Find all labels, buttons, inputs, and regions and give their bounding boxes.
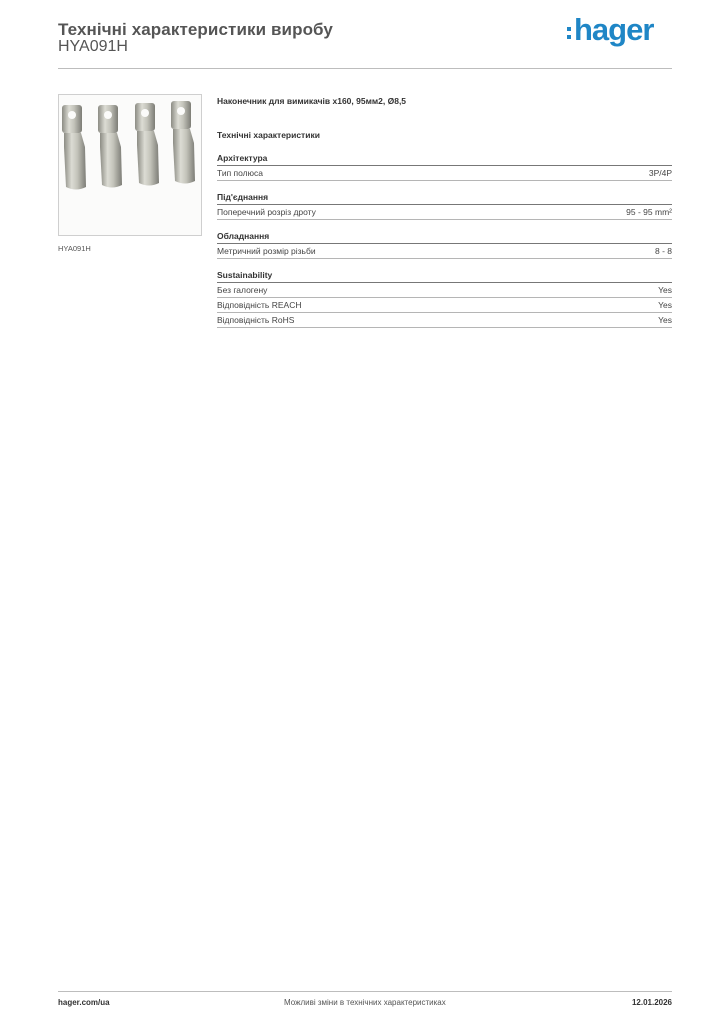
- product-name: Наконечник для вимикачів x160, 95мм2, Ø8,5: [217, 96, 407, 106]
- spec-value: 95 - 95 mm²: [626, 207, 672, 217]
- spec-row: [217, 283, 672, 298]
- image-caption: HYA091H: [58, 244, 91, 253]
- group-title: Під'єднання: [217, 192, 672, 205]
- spec-label: Відповідність REACH: [217, 300, 302, 310]
- spec-label: Метричний розмір різьби: [217, 246, 316, 256]
- footer-website-link[interactable]: hager.com/ua: [58, 998, 110, 1007]
- spec-group-architecture: [217, 153, 672, 181]
- spec-label: Відповідність RoHS: [217, 315, 295, 325]
- lug-1: [62, 105, 86, 190]
- page-title: Технічні характеристики виробу: [58, 20, 333, 39]
- spec-value: 3P/4P: [648, 168, 672, 178]
- spec-label: Тип полюса: [217, 168, 263, 178]
- lug-2: [98, 105, 122, 188]
- spec-label: Без галогену: [217, 285, 268, 295]
- header-divider: [58, 68, 672, 69]
- spec-group-equipment: [217, 231, 672, 259]
- group-title: Обладнання: [217, 231, 672, 244]
- footer-date: 12.01.2026: [631, 998, 672, 1007]
- spec-row: [217, 244, 672, 259]
- spec-row: [217, 166, 672, 181]
- logo-dots-icon: [567, 27, 571, 39]
- footer-notice: Можливі зміни в технічних характеристиках: [284, 998, 446, 1007]
- spec-value: Yes: [658, 315, 672, 325]
- spec-row: [217, 205, 672, 220]
- spec-group-sustainability: [217, 270, 672, 328]
- footer-divider: [58, 991, 672, 992]
- spec-value: Yes: [658, 300, 672, 310]
- group-title: Sustainability: [217, 270, 672, 283]
- spec-row: [217, 298, 672, 313]
- group-title: Архітектура: [217, 153, 672, 166]
- product-image: [58, 94, 202, 236]
- spec-value: Yes: [658, 285, 672, 295]
- hager-logo[interactable]: [567, 14, 653, 45]
- spec-label: Поперечний розріз дроту: [217, 207, 316, 217]
- product-code: HYA091H: [58, 38, 128, 55]
- lug-4: [171, 101, 195, 184]
- spec-group-connection: [217, 192, 672, 220]
- spec-value: 8 - 8: [654, 246, 672, 256]
- logo-text: hager: [574, 12, 654, 47]
- specs-section: [217, 96, 672, 328]
- cable-lug-image: [59, 95, 201, 235]
- specs-heading: Технічні характеристики: [217, 130, 320, 140]
- lug-3: [135, 103, 159, 186]
- spec-row: [217, 313, 672, 328]
